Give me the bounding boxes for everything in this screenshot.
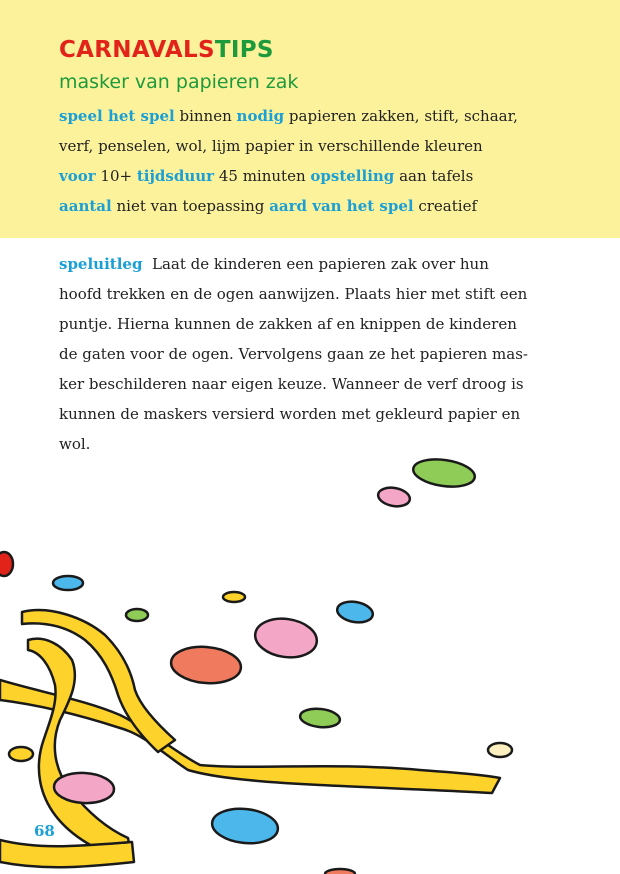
info-label: nodig [236, 107, 285, 125]
confetti-piece [411, 456, 476, 490]
info-value: 10+ [100, 167, 133, 185]
confetti-piece [325, 869, 355, 874]
info-value: verf, penselen, wol, lijm papier in verschillende kleuren [59, 137, 483, 155]
confetti-piece [488, 743, 512, 757]
info-value: creatief [418, 197, 478, 215]
confetti-piece [336, 599, 375, 625]
info-label: aard van het spel [269, 197, 414, 215]
confetti-piece [9, 747, 33, 761]
info-label: aantal [59, 197, 112, 215]
page-subtitle: masker van papieren zak [59, 71, 299, 93]
description-line: kunnen de maskers versierd worden met gekleurd papier en [59, 405, 521, 423]
description-line: de gaten voor de ogen. Vervolgens gaan ze het papieren mas- [59, 345, 528, 363]
info-label: opstelling [310, 167, 395, 185]
confetti-piece [0, 552, 13, 576]
confetti-piece [170, 644, 243, 686]
confetti-piece [299, 707, 341, 729]
info-value: binnen [179, 107, 232, 125]
confetti-piece [253, 615, 320, 661]
info-value: 45 minuten [218, 167, 306, 185]
info-value: niet van toepassing [116, 197, 265, 215]
title-part-tips: TIPS [214, 37, 274, 63]
info-label: tijdsduur [136, 167, 215, 185]
confetti-piece [210, 806, 279, 847]
info-value: aan tafels [399, 167, 474, 185]
description-line: speluitleg Laat de kinderen een papieren zak over hun [59, 255, 489, 273]
streamer [0, 840, 134, 867]
streamer [22, 610, 175, 752]
title-part-carnavals: CARNAVALS [59, 37, 215, 63]
description-line: wol. [59, 435, 91, 453]
page-number: 68 [34, 822, 55, 840]
info-label: voor [59, 167, 96, 185]
description-line: puntje. Hierna kunnen de zakken af en knippen de kinderen [59, 315, 517, 333]
confetti-piece [53, 576, 83, 590]
info-value: papieren zakken, stift, schaar, [288, 107, 518, 125]
description-line: ker beschilderen naar eigen keuze. Wanneer de verf droog is [59, 375, 524, 393]
description-label: speluitleg [59, 255, 143, 273]
info-label: speel het spel [59, 107, 175, 125]
confetti-piece [377, 485, 412, 508]
description-line: hoofd trekken en de ogen aanwijzen. Plaats hier met stift een [59, 285, 528, 303]
confetti-piece [126, 609, 148, 621]
confetti-piece [223, 592, 245, 602]
